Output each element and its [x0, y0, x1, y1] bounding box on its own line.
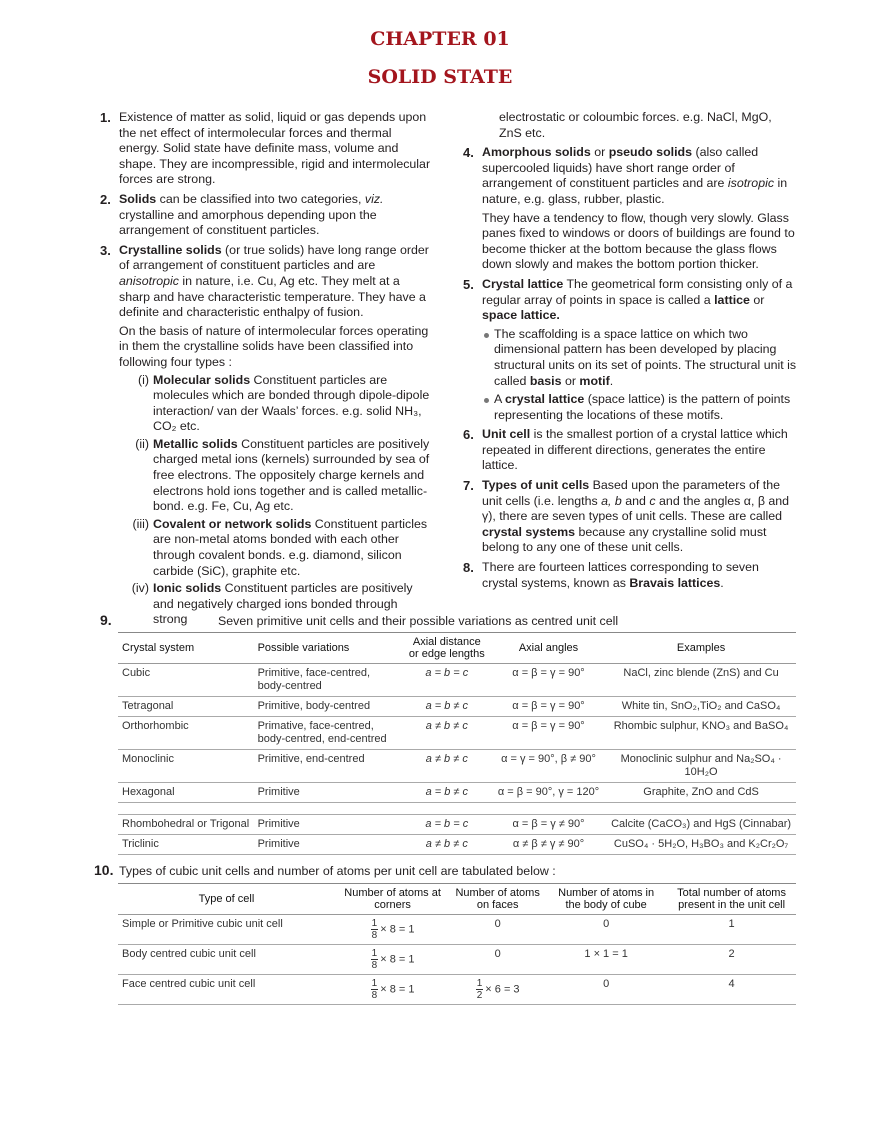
table-row	[118, 750, 796, 783]
denominator: 2	[476, 990, 483, 1001]
table-row	[118, 835, 796, 855]
table-cell: Triclinic	[118, 835, 254, 855]
table-cell: Monoclinic	[118, 750, 254, 783]
text-segment: Ionic solids	[153, 581, 222, 596]
bullet-item	[482, 327, 797, 389]
list-item	[100, 192, 432, 239]
text-segment: Constituent particles are positively and negatively charged ions bonded through strong	[153, 581, 413, 627]
table-header-row	[118, 633, 796, 664]
table-cell: Primitive	[254, 815, 403, 835]
table-cell: α = β = γ = 90°	[491, 717, 606, 750]
item-text	[482, 478, 797, 556]
fraction	[371, 918, 379, 941]
table-cell: Hexagonal	[118, 783, 254, 803]
table-cell: Cubic	[118, 664, 254, 697]
table-cell: a ≠ b ≠ c	[403, 717, 491, 750]
table-row	[118, 945, 796, 975]
item-number: 2.	[100, 191, 111, 207]
text-segment: Amorphous solids	[482, 145, 591, 160]
table-cell: a = b ≠ c	[403, 697, 491, 717]
text-segment: in nature, i.e. Cu, Ag etc. They melt at a sharp and have characteristic temperature. They have a definite and characteristic enthalpy of fusion.	[119, 273, 426, 320]
fraction-rest: × 6 = 3	[485, 983, 520, 996]
text-segment: or	[561, 373, 580, 388]
item-number: 7.	[463, 478, 474, 494]
text-segment: (or true solids) have long range order of arrangement of constituent particles and are	[119, 242, 429, 273]
text-segment: Covalent or network solids	[153, 516, 312, 531]
table-cell: Rhombohedral or Trigonal	[118, 815, 254, 835]
table-cell: a ≠ b ≠ c	[403, 750, 491, 783]
list-item	[100, 243, 432, 628]
chapter-title: SOLID STATE	[367, 66, 513, 88]
column-header: Total number of atoms present in the unit cell	[667, 884, 796, 915]
table-cell: Primitive	[254, 835, 403, 855]
item-text	[482, 145, 797, 207]
text-segment: Existence of matter as solid, liquid or gas depends upon the net effect of intermolecular forces and thermal energy. Solid state have definite mass, volume and shape. They are incompressible, rigid and intermolecular forces are strong.	[119, 110, 431, 187]
table-cell: Primitive	[254, 783, 403, 803]
text-segment: motif	[579, 373, 610, 388]
column-header: Examples	[606, 633, 796, 664]
table-cell: α = γ = 90°, β ≠ 90°	[491, 750, 606, 783]
item-number: 5.	[463, 276, 474, 292]
table-row	[118, 697, 796, 717]
column-header: Number of atoms in the body of cube	[545, 884, 667, 915]
table-cell: 0	[450, 945, 545, 975]
column-header: Type of cell	[118, 884, 335, 915]
sub-item	[119, 373, 432, 435]
text-segment: Solids	[119, 191, 157, 206]
table-cell	[335, 915, 450, 945]
table-cell: Rhombic sulphur, KNO₃ and BaSO₄	[606, 717, 796, 750]
list-item	[463, 145, 797, 273]
table-cell: α = β = γ = 90°	[491, 697, 606, 717]
column-header: Crystal system	[118, 633, 254, 664]
numerator: 1	[476, 978, 483, 989]
table-cell: 1 × 1 = 1	[545, 945, 667, 975]
table-cell: Graphite, ZnO and CdS	[606, 783, 796, 803]
table-cell: Simple or Primitive cubic unit cell	[118, 915, 335, 945]
table-row	[118, 664, 796, 697]
cubic-cells-table	[118, 883, 796, 1005]
text-segment: There are fourteen lattices corresponding to seven crystal systems, known as	[482, 560, 759, 590]
column-header: Axial distance or edge lengths	[403, 633, 491, 664]
table-row	[118, 717, 796, 750]
numerator: 1	[371, 948, 378, 959]
table-cell: White tin, SnO₂,TiO₂ and CaSO₄	[606, 697, 796, 717]
table-cell: NaCl, zinc blende (ZnS) and Cu	[606, 664, 796, 697]
right-column	[463, 110, 797, 595]
item-number: 3.	[100, 242, 111, 258]
text-segment: (also called supercooled liquids) have short range order of arrangement of constituent particles and are	[482, 145, 759, 191]
sub-item	[119, 437, 432, 515]
text-segment: A	[494, 392, 506, 407]
list-item	[463, 560, 797, 591]
denominator: 8	[371, 990, 378, 1001]
denominator: 8	[371, 930, 378, 941]
item-text	[119, 110, 432, 188]
chapter-number: CHAPTER 01	[370, 28, 510, 50]
table-cell: Body centred cubic unit cell	[118, 945, 335, 975]
table-cell: α = β = γ ≠ 90°	[491, 815, 606, 835]
text-segment: isotropic	[727, 176, 775, 191]
spacer-row	[118, 803, 796, 815]
fraction-rest: × 8 = 1	[380, 953, 415, 966]
text-segment: c	[649, 493, 656, 508]
item-number: 1.	[100, 110, 111, 125]
text-segment: lattice	[714, 292, 750, 307]
item-text	[482, 277, 797, 324]
table-header-row	[118, 884, 796, 915]
table2-title: Types of cubic unit cells and number of atoms per unit cell are tabulated below :	[119, 864, 556, 878]
table-cell: α ≠ β ≠ γ ≠ 90°	[491, 835, 606, 855]
table-cell	[450, 975, 545, 1005]
table-cell: Tetragonal	[118, 697, 254, 717]
text-segment: Based upon the parameters of the unit cells (i.e. lengths	[482, 478, 780, 508]
table-cell: Orthorhombic	[118, 717, 254, 750]
spacer-cell	[118, 803, 796, 815]
item-paragraph	[482, 211, 797, 273]
text-segment: The scaffolding is a space lattice on which two dimensional pattern has been developed by placing structural units on its set of points. The structural unit is called	[494, 326, 797, 388]
column-header: Axial angles	[491, 633, 606, 664]
text-segment: .	[720, 575, 724, 590]
crystal-systems-table	[118, 632, 796, 855]
table-cell: a = b = c	[403, 664, 491, 697]
text-segment: Metallic solids	[153, 436, 238, 451]
text-segment: .	[609, 373, 614, 388]
text-segment: Crystal lattice	[482, 276, 564, 291]
sub-item-number: (iv)	[131, 581, 149, 596]
text-segment: is the smallest portion of a crystal lattice which repeated in different directions, generates the entire lattice.	[482, 427, 788, 473]
denominator: 8	[371, 960, 378, 971]
text-segment: basis	[529, 373, 562, 388]
text-segment: The geometrical form consisting only of a regular array of points in space is called a	[482, 276, 793, 307]
table2-number: 10.	[94, 862, 114, 878]
text-segment: can be classified into two categories,	[156, 191, 365, 206]
fraction-rest: × 8 = 1	[380, 983, 415, 996]
fraction	[371, 978, 379, 1001]
left-column	[100, 110, 432, 632]
table-cell: Primitive, body-centred	[254, 697, 403, 717]
item-text	[482, 560, 797, 591]
text-segment: Bravais lattices	[629, 575, 721, 590]
sub-item-number: (i)	[137, 372, 149, 387]
text-segment: Types of unit cells	[482, 478, 590, 493]
text-segment: anisotropic	[119, 273, 179, 288]
table-cell: Monoclinic sulphur and Na₂SO₄ · 10H₂O	[606, 750, 796, 783]
text-segment: Crystalline solids	[119, 242, 222, 257]
text-segment: crystalline and amorphous depending upon the arrangement of constituent particles.	[119, 207, 377, 238]
continued-text: electrostatic or coloumbic forces. e.g. NaCl, MgO, ZnS etc.	[499, 110, 772, 140]
table-cell: 4	[667, 975, 796, 1005]
text-segment: Constituent particles are molecules which are bonded through dipole-dipole interaction/ van der Waals’ forces. e.g. solid NH₃, CO₂ etc.	[153, 372, 430, 434]
numerator: 1	[371, 978, 378, 989]
text-segment: Unit cell	[482, 427, 531, 442]
fraction	[371, 948, 379, 971]
table-cell: 0	[545, 975, 667, 1005]
list-item	[463, 478, 797, 556]
text-segment: pseudo solids	[608, 145, 692, 160]
sub-item-number: (ii)	[135, 436, 149, 451]
table-cell: 0	[450, 915, 545, 945]
text-segment: They have a tendency to flow, though very slowly. Glass panes fixed to windows or doors of buildings are found to become thicker at the bottom because the glass flows down slowly and makes the bottom portion thicker.	[482, 210, 795, 272]
table-cell: Primitive, face-centred, body-centred	[254, 664, 403, 697]
text-segment: crystal lattice	[505, 392, 585, 407]
table-cell: Primative, face-centred, body-centred, end-centred	[254, 717, 403, 750]
table-cell: a ≠ b ≠ c	[403, 835, 491, 855]
item-number: 8.	[463, 560, 474, 576]
list-item	[100, 110, 432, 188]
sub-item	[119, 517, 432, 579]
fraction	[476, 978, 484, 1001]
table1-number: 9.	[100, 612, 112, 628]
column-header: Possible variations	[254, 633, 403, 664]
text-segment: space lattice.	[482, 308, 560, 323]
text-segment: Constituent particles are positively charged metal ions (kernels) surrounded by sea of free electrons. The oppositely charge kernels and electrons hold ions together and is called metallic-bond. e.g. Fe, Cu, Ag etc.	[153, 436, 430, 514]
table-cell: α = β = γ = 90°	[491, 664, 606, 697]
item-text	[482, 427, 797, 474]
text-segment: (space lattice) is the pattern of points representing the locations of these motifs.	[494, 392, 791, 422]
text-segment: On the basis of nature of intermolecular forces operating in them the crystalline solids have been classified into following four types :	[119, 323, 429, 369]
table-cell: 1	[667, 915, 796, 945]
table-cell: CuSO₄ · 5H₂O, H₃BO₃ and K₂Cr₂O₇	[606, 835, 796, 855]
table-cell: Face centred cubic unit cell	[118, 975, 335, 1005]
bullet-item	[482, 392, 797, 423]
table-row	[118, 783, 796, 803]
text-segment: crystal systems	[482, 524, 575, 539]
table-cell	[335, 945, 450, 975]
table-row	[118, 815, 796, 835]
table-row	[118, 915, 796, 945]
text-segment: and the angles α, β and γ), there are seven types of unit cells. These are called	[482, 493, 790, 524]
table-cell: 0	[545, 915, 667, 945]
table-cell: 2	[667, 945, 796, 975]
list-item	[463, 427, 797, 474]
text-segment: or	[590, 145, 609, 160]
item-number: 4.	[463, 145, 474, 161]
table1-title: Seven primitive unit cells and their possible variations as centred unit cell	[218, 614, 619, 628]
item-text	[119, 243, 432, 321]
text-segment: a, b	[601, 493, 622, 508]
table-cell: a = b ≠ c	[403, 783, 491, 803]
table-row	[118, 975, 796, 1005]
table-cell: α = β = 90°, γ = 120°	[491, 783, 606, 803]
text-segment: and	[621, 493, 650, 508]
text-segment: Molecular solids	[153, 372, 251, 387]
item-number: 6.	[463, 427, 474, 443]
sub-item-number: (iii)	[132, 516, 149, 531]
numerator: 1	[371, 918, 378, 929]
text-segment: because any crystalline solid must belong to any one of these unit cells.	[482, 524, 767, 555]
text-segment: in nature, e.g. glass, rubber, plastic.	[482, 176, 788, 206]
item-paragraph	[119, 324, 432, 371]
table-cell: Calcite (CaCO₃) and HgS (Cinnabar)	[606, 815, 796, 835]
table-cell	[335, 975, 450, 1005]
item-text	[119, 192, 432, 239]
column-header: Number of atoms on faces	[450, 884, 545, 915]
text-segment: viz.	[364, 191, 384, 206]
table-cell: Primitive, end-centred	[254, 750, 403, 783]
text-segment: or	[749, 292, 765, 307]
list-item	[463, 277, 797, 423]
table-cell: a = b = c	[403, 815, 491, 835]
text-segment: Constituent particles are non-metal atoms bonded with each other through covalent bonds. e.g. diamond, silicon carbide (SiC), graphite etc.	[153, 516, 428, 578]
column-header: Number of atoms at corners	[335, 884, 450, 915]
fraction-rest: × 8 = 1	[380, 923, 415, 936]
